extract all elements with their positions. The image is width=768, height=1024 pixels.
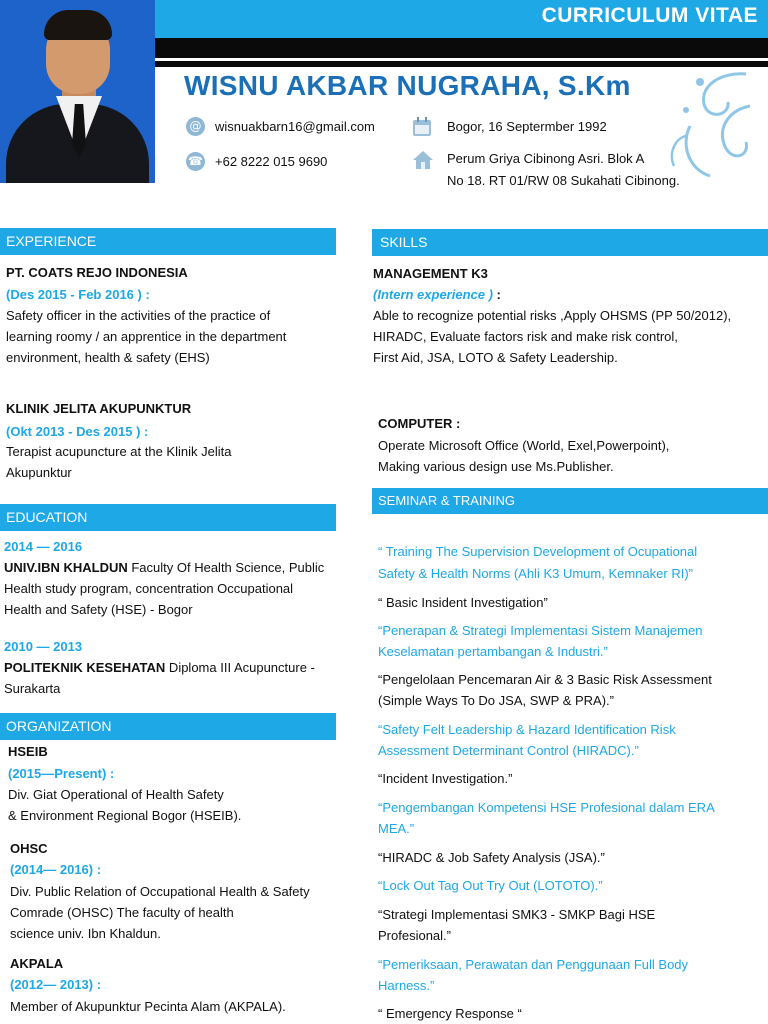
org-line-2c: science univ. Ibn Khaldun. bbox=[10, 926, 161, 941]
title-bar bbox=[155, 0, 768, 38]
email-text[interactable]: wisnuakbarn16@gmail.com bbox=[215, 119, 375, 134]
seminar-item-8: “HIRADC & Job Safety Analysis (JSA).” bbox=[378, 850, 605, 865]
seminar-item-3a: “Penerapan & Strategi Implementasi Sistem Manajemen bbox=[378, 623, 703, 638]
education-detail-2b: Surakarta bbox=[4, 681, 61, 696]
address-line-2: No 18. RT 01/RW 08 Sukahati Cibinong. bbox=[447, 173, 680, 188]
skills-k3-period: (Intern experience ) bbox=[373, 287, 497, 302]
skills-k3-line-2: HIRADC, Evaluate factors risk and make risk control, bbox=[373, 329, 678, 344]
education-line-2a bbox=[4, 657, 315, 678]
org-line-1b: & Environment Regional Bogor (HSEIB). bbox=[8, 808, 242, 823]
org-period-1: (2015—Present) : bbox=[8, 766, 115, 781]
seminar-item-2: “ Basic Insident Investigation” bbox=[378, 595, 548, 610]
experience-period-1: (Des 2015 - Feb 2016 ) : bbox=[6, 287, 150, 302]
address-line-1: Perum Griya Cibinong Asri. Blok A bbox=[447, 151, 645, 166]
skills-k3-title: MANAGEMENT K3 bbox=[373, 266, 488, 281]
seminar-item-9: “Lock Out Tag Out Try Out (LOTOTO).” bbox=[378, 878, 603, 893]
skills-computer-line-2: Making various design use Ms.Publisher. bbox=[378, 459, 614, 474]
seminar-item-11a: “Pemeriksaan, Perawatan dan Penggunaan Full Body bbox=[378, 957, 689, 972]
calendar-icon bbox=[412, 117, 432, 137]
seminar-item-1a: “ Training The Supervision Development of Ocupational bbox=[378, 544, 698, 559]
skills-k3-colon: : bbox=[496, 287, 501, 302]
org-period-2: (2014— 2016) : bbox=[10, 862, 102, 877]
experience-desc-1b: learning roomy / an apprentice in the department bbox=[6, 329, 287, 344]
skills-k3-period-row bbox=[373, 284, 501, 305]
education-detail-1a: Faculty Of Health Science, Public bbox=[127, 560, 325, 575]
education-heading: EDUCATION bbox=[0, 504, 336, 531]
phone-text: +62 8222 015 9690 bbox=[215, 154, 328, 169]
experience-company-1: PT. COATS REJO INDONESIA bbox=[6, 265, 188, 280]
skills-computer-title: COMPUTER : bbox=[378, 416, 461, 431]
org-line-2b: Comrade (OHSC) The faculty of health bbox=[10, 905, 234, 920]
seminar-item-11b: Harness.” bbox=[378, 978, 435, 993]
at-icon: @ bbox=[186, 117, 205, 136]
education-line-1a bbox=[4, 557, 324, 578]
black-bar bbox=[155, 38, 768, 58]
education-detail-1c: Health and Safety (HSE) - Bogor bbox=[4, 602, 193, 617]
org-name-1: HSEIB bbox=[8, 744, 48, 759]
org-name-2: OHSC bbox=[10, 841, 48, 856]
education-years-1: 2014 — 2016 bbox=[4, 539, 83, 554]
skills-k3-line-1: Able to recognize potential risks ,Apply OHSMS (PP 50/2012), bbox=[373, 308, 732, 323]
seminar-item-5b: Assessment Determinant Control (HIRADC).” bbox=[378, 743, 639, 758]
org-period-3: (2012— 2013) : bbox=[10, 977, 102, 992]
birth-text: Bogor, 16 Septermber 1992 bbox=[447, 119, 607, 134]
seminar-item-7b: MEA.” bbox=[378, 821, 415, 836]
experience-desc-1c: environment, health & safety (EHS) bbox=[6, 350, 210, 365]
seminar-heading: SEMINAR & TRAINING bbox=[372, 488, 768, 514]
ornament-icon bbox=[660, 66, 760, 186]
seminar-item-10a: “Strategi Implementasi SMK3 - SMKP Bagi HSE bbox=[378, 907, 656, 922]
seminar-item-12: “ Emergency Response “ bbox=[378, 1006, 522, 1021]
experience-heading: EXPERIENCE bbox=[0, 228, 336, 255]
org-name-3: AKPALA bbox=[10, 956, 64, 971]
experience-company-2: KLINIK JELITA AKUPUNKTUR bbox=[6, 401, 192, 416]
organization-heading: ORGANIZATION bbox=[0, 713, 336, 740]
seminar-item-3b: Keselamatan pertambangan & Industri.” bbox=[378, 644, 608, 659]
home-icon bbox=[412, 150, 434, 170]
org-line-2a: Div. Public Relation of Occupational Health & Safety bbox=[10, 884, 310, 899]
skills-computer-line-1: Operate Microsoft Office (World, Exel,Powerpoint), bbox=[378, 438, 670, 453]
education-detail-2a: Diploma III Acupuncture - bbox=[165, 660, 315, 675]
phone-icon: ☎ bbox=[186, 152, 205, 171]
education-years-2: 2010 — 2013 bbox=[4, 639, 83, 654]
org-line-1a: Div. Giat Operational of Health Safety bbox=[8, 787, 224, 802]
seminar-item-7a: “Pengembangan Kompetensi HSE Profesional dalam ERA bbox=[378, 800, 715, 815]
skills-heading: SKILLS bbox=[372, 229, 768, 256]
experience-period-2: (Okt 2013 - Des 2015 ) : bbox=[6, 424, 149, 439]
profile-photo bbox=[0, 0, 155, 183]
skills-k3-line-3: First Aid, JSA, LOTO & Safety Leadership. bbox=[373, 350, 618, 365]
seminar-item-6: “Incident Investigation.” bbox=[378, 771, 513, 786]
seminar-item-5a: “Safety Felt Leadership & Hazard Identification Risk bbox=[378, 722, 676, 737]
seminar-item-10b: Profesional.” bbox=[378, 928, 451, 943]
seminar-item-1b: Safety & Health Norms (Ahli K3 Umum, Kemnaker RI)” bbox=[378, 566, 693, 581]
document-title: CURRICULUM VITAE bbox=[541, 4, 758, 27]
education-school-1: UNIV.IBN KHALDUN bbox=[4, 560, 128, 575]
education-school-2: POLITEKNIK KESEHATAN bbox=[4, 660, 166, 675]
experience-desc-2b: Akupunktur bbox=[6, 465, 72, 480]
person-name: WISNU AKBAR NUGRAHA, S.Km bbox=[184, 70, 631, 101]
experience-desc-1a: Safety officer in the activities of the practice of bbox=[6, 308, 271, 323]
experience-desc-2a: Terapist acupuncture at the Klinik Jelita bbox=[6, 444, 232, 459]
education-detail-1b: Health study program, concentration Occupational bbox=[4, 581, 294, 596]
seminar-item-4b: (Simple Ways To Do JSA, SWP & PRA).” bbox=[378, 693, 614, 708]
seminar-item-4a: “Pengelolaan Pencemaran Air & 3 Basic Risk Assessment bbox=[378, 672, 712, 687]
org-line-3a: Member of Akupunktur Pecinta Alam (AKPALA). bbox=[10, 999, 286, 1014]
